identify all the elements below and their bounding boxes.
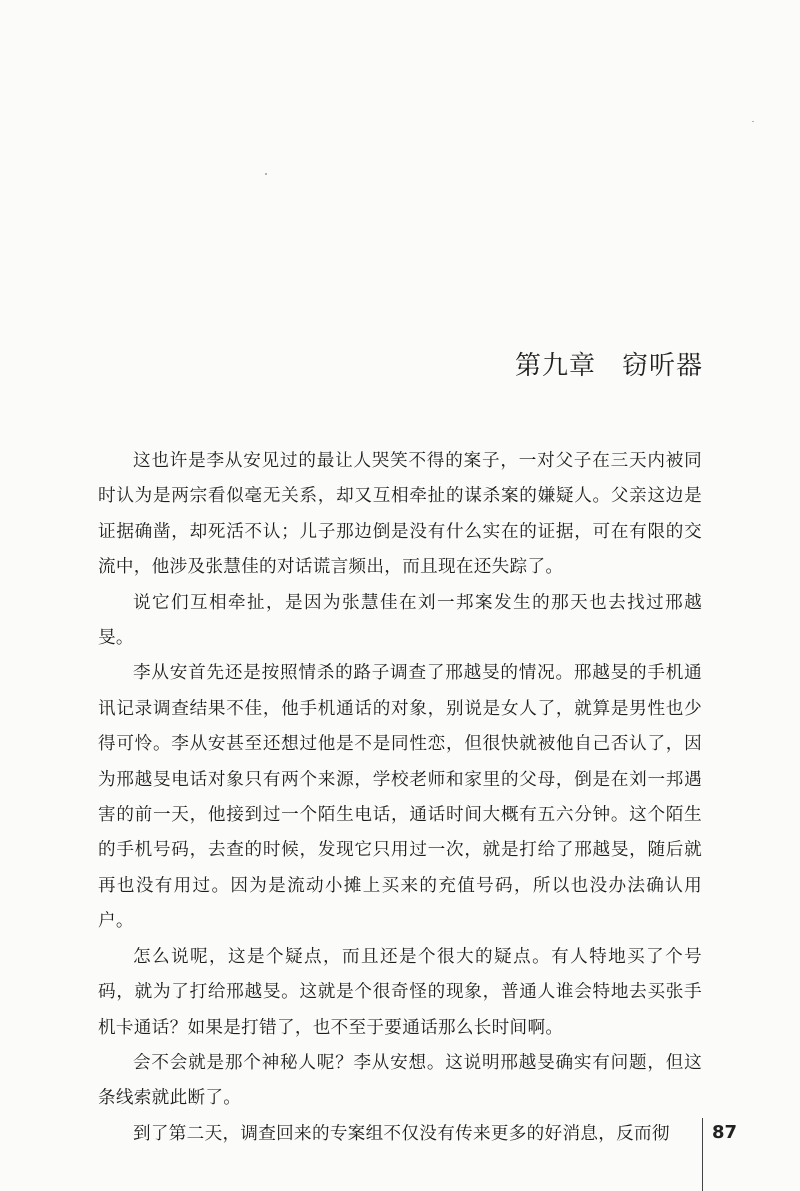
page-number-rule (702, 1118, 703, 1191)
chapter-title (515, 345, 703, 382)
body-text (98, 444, 702, 1152)
paragraph: 怎么说呢，这是个疑点，而且还是个很大的疑点。有人特地买了个号码，就为了打给邢越旻。这就是个很奇怪的现象，普通人谁会特地去买张手机卡通话？如果是打错了，也不至于要通话那么长时间啊。 (98, 946, 702, 1038)
paragraph: 会不会就是那个神秘人呢？李从安想。这说明邢越旻确实有问题，但这条线索就此断了。 (98, 1052, 702, 1109)
chapter-number: 第九章 (514, 351, 596, 381)
scan-speck (265, 173, 267, 175)
paragraph: 到了第二天，调查回来的专案组不仅没有传来更多的好消息，反而彻 (133, 1123, 670, 1144)
scan-speck (752, 121, 754, 122)
page-number: 87 (712, 1122, 738, 1143)
paragraph: 说它们互相牵扯，是因为张慧佳在刘一邦案发生的那天也去找过邢越旻。 (98, 592, 702, 649)
paragraph: 这也许是李从安见过的最让人哭笑不得的案子，一对父子在三天内被同时认为是两宗看似毫无关系，却又互相牵扯的谋杀案的嫌疑人。父亲这边是证据确凿，却死活不认；儿子那边倒是没有什么实在的证据，可在有限的交流中，他涉及张慧佳的对话谎言频出，而且现在还失踪了。 (98, 451, 702, 578)
paragraph: 李从安首先还是按照情杀的路子调查了邢越旻的情况。邢越旻的手机通讯记录调查结果不佳，他手机通话的对象，别说是女人了，就算是男性也少得可怜。李从安甚至还想过他是不是同性恋，但很快就被他自己否认了，因为邢越旻电话对象只有两个来源，学校老师和家里的父母，倒是在刘一邦遇害的前一天，他接到过一个陌生电话，通话时间大概有五六分钟。这个陌生的手机号码，去查的时候，发现它只用过一次，就是打给了邢越旻，随后就再也没有用过。因为是流动小摊上买来的充值号码，所以也没办法确认用户。 (98, 663, 702, 932)
chapter-name: 窃听器 (621, 351, 703, 381)
